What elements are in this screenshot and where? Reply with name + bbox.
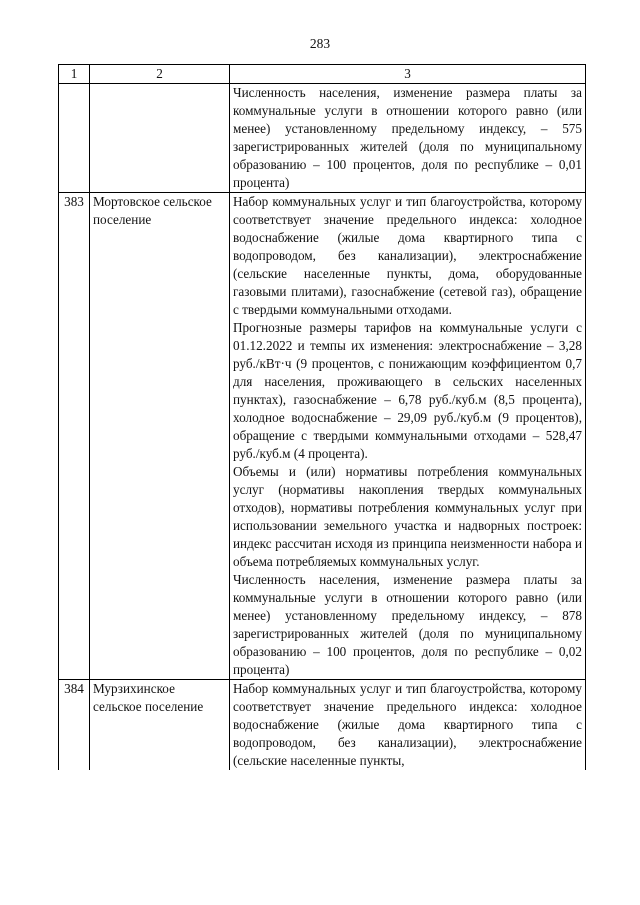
settlement-name: Мурзихинское сельское поселение: [90, 680, 230, 771]
row-number-cell: [59, 84, 90, 193]
tariffs-paragraph: Прогнозные размеры тарифов на коммунальные услуги с 01.12.2022 и темпы их изменения: электроснабжение – 3,28 руб./кВт·ч (9 процентов, с понижающим коэффициентом 0,7 для населения, проживающего в сельских населенных пунктах), газоснабжение – 6,78 руб./куб.м (8,5 процента), холодное водоснабжение – 29,09 руб./куб.м (9 процентов), обращение с твердыми коммунальными отходами – 528,47 руб./куб.м (4 процента).: [233, 320, 582, 461]
description-cell: [230, 680, 586, 771]
norms-paragraph: Объемы и (или) нормативы потребления коммунальных услуг (нормативы накопления твердых коммунальных отходов), нормативы потребления коммунальных услуг при использовании земельного участка и надворных построек: индекс рассчитан исходя из принципа неизменности набора и объема потребляемых коммунальных услуг.: [233, 464, 582, 569]
municipal-index-table: [58, 64, 586, 770]
column-header-2: 2: [90, 65, 230, 84]
column-header-1: 1: [59, 65, 90, 84]
services-paragraph: Набор коммунальных услуг и тип благоустройства, которому соответствует значение предельного индекса: холодное водоснабжение (жилые дома квартирного типа с водопроводом, без канализации), электроснабжение (сельские населенные пункты, дома, оборудованные газовыми плитами), газоснабжение (сетевой газ), обращение с твердыми коммунальными отходами.: [233, 194, 582, 317]
table-row-384: [59, 680, 586, 771]
row-number: 383: [59, 193, 90, 680]
population-paragraph: Численность населения, изменение размера платы за коммунальные услуги в отношении которого равно (или менее) установленному предельному индексу, – 878 зарегистрированных жителей (доля по муниципальному образованию – 100 процентов, доля по республике – 0,02 процента): [233, 572, 582, 677]
table-row-383: [59, 193, 586, 680]
row-number: 384: [59, 680, 90, 771]
page-number: 283: [309, 36, 331, 51]
description-cell: [230, 84, 586, 193]
description-cell: [230, 193, 586, 680]
population-paragraph: Численность населения, изменение размера платы за коммунальные услуги в отношении которого равно (или менее) установленному предельному индексу, – 575 зарегистрированных жителей (доля по муниципальному образованию – 100 процентов, доля по республике – 0,01 процента): [233, 85, 582, 190]
table-row-continuation: [59, 84, 586, 193]
settlement-name: Мортовское сельское поселение: [90, 193, 230, 680]
table-header-row: [59, 65, 586, 84]
column-header-3: 3: [230, 65, 586, 84]
settlement-name-cell: [90, 84, 230, 193]
services-paragraph: Набор коммунальных услуг и тип благоустройства, которому соответствует значение предельного индекса: холодное водоснабжение (жилые дома квартирного типа с водопроводом, без канализации), электроснабжение (сельские населенные пункты,: [233, 681, 582, 768]
